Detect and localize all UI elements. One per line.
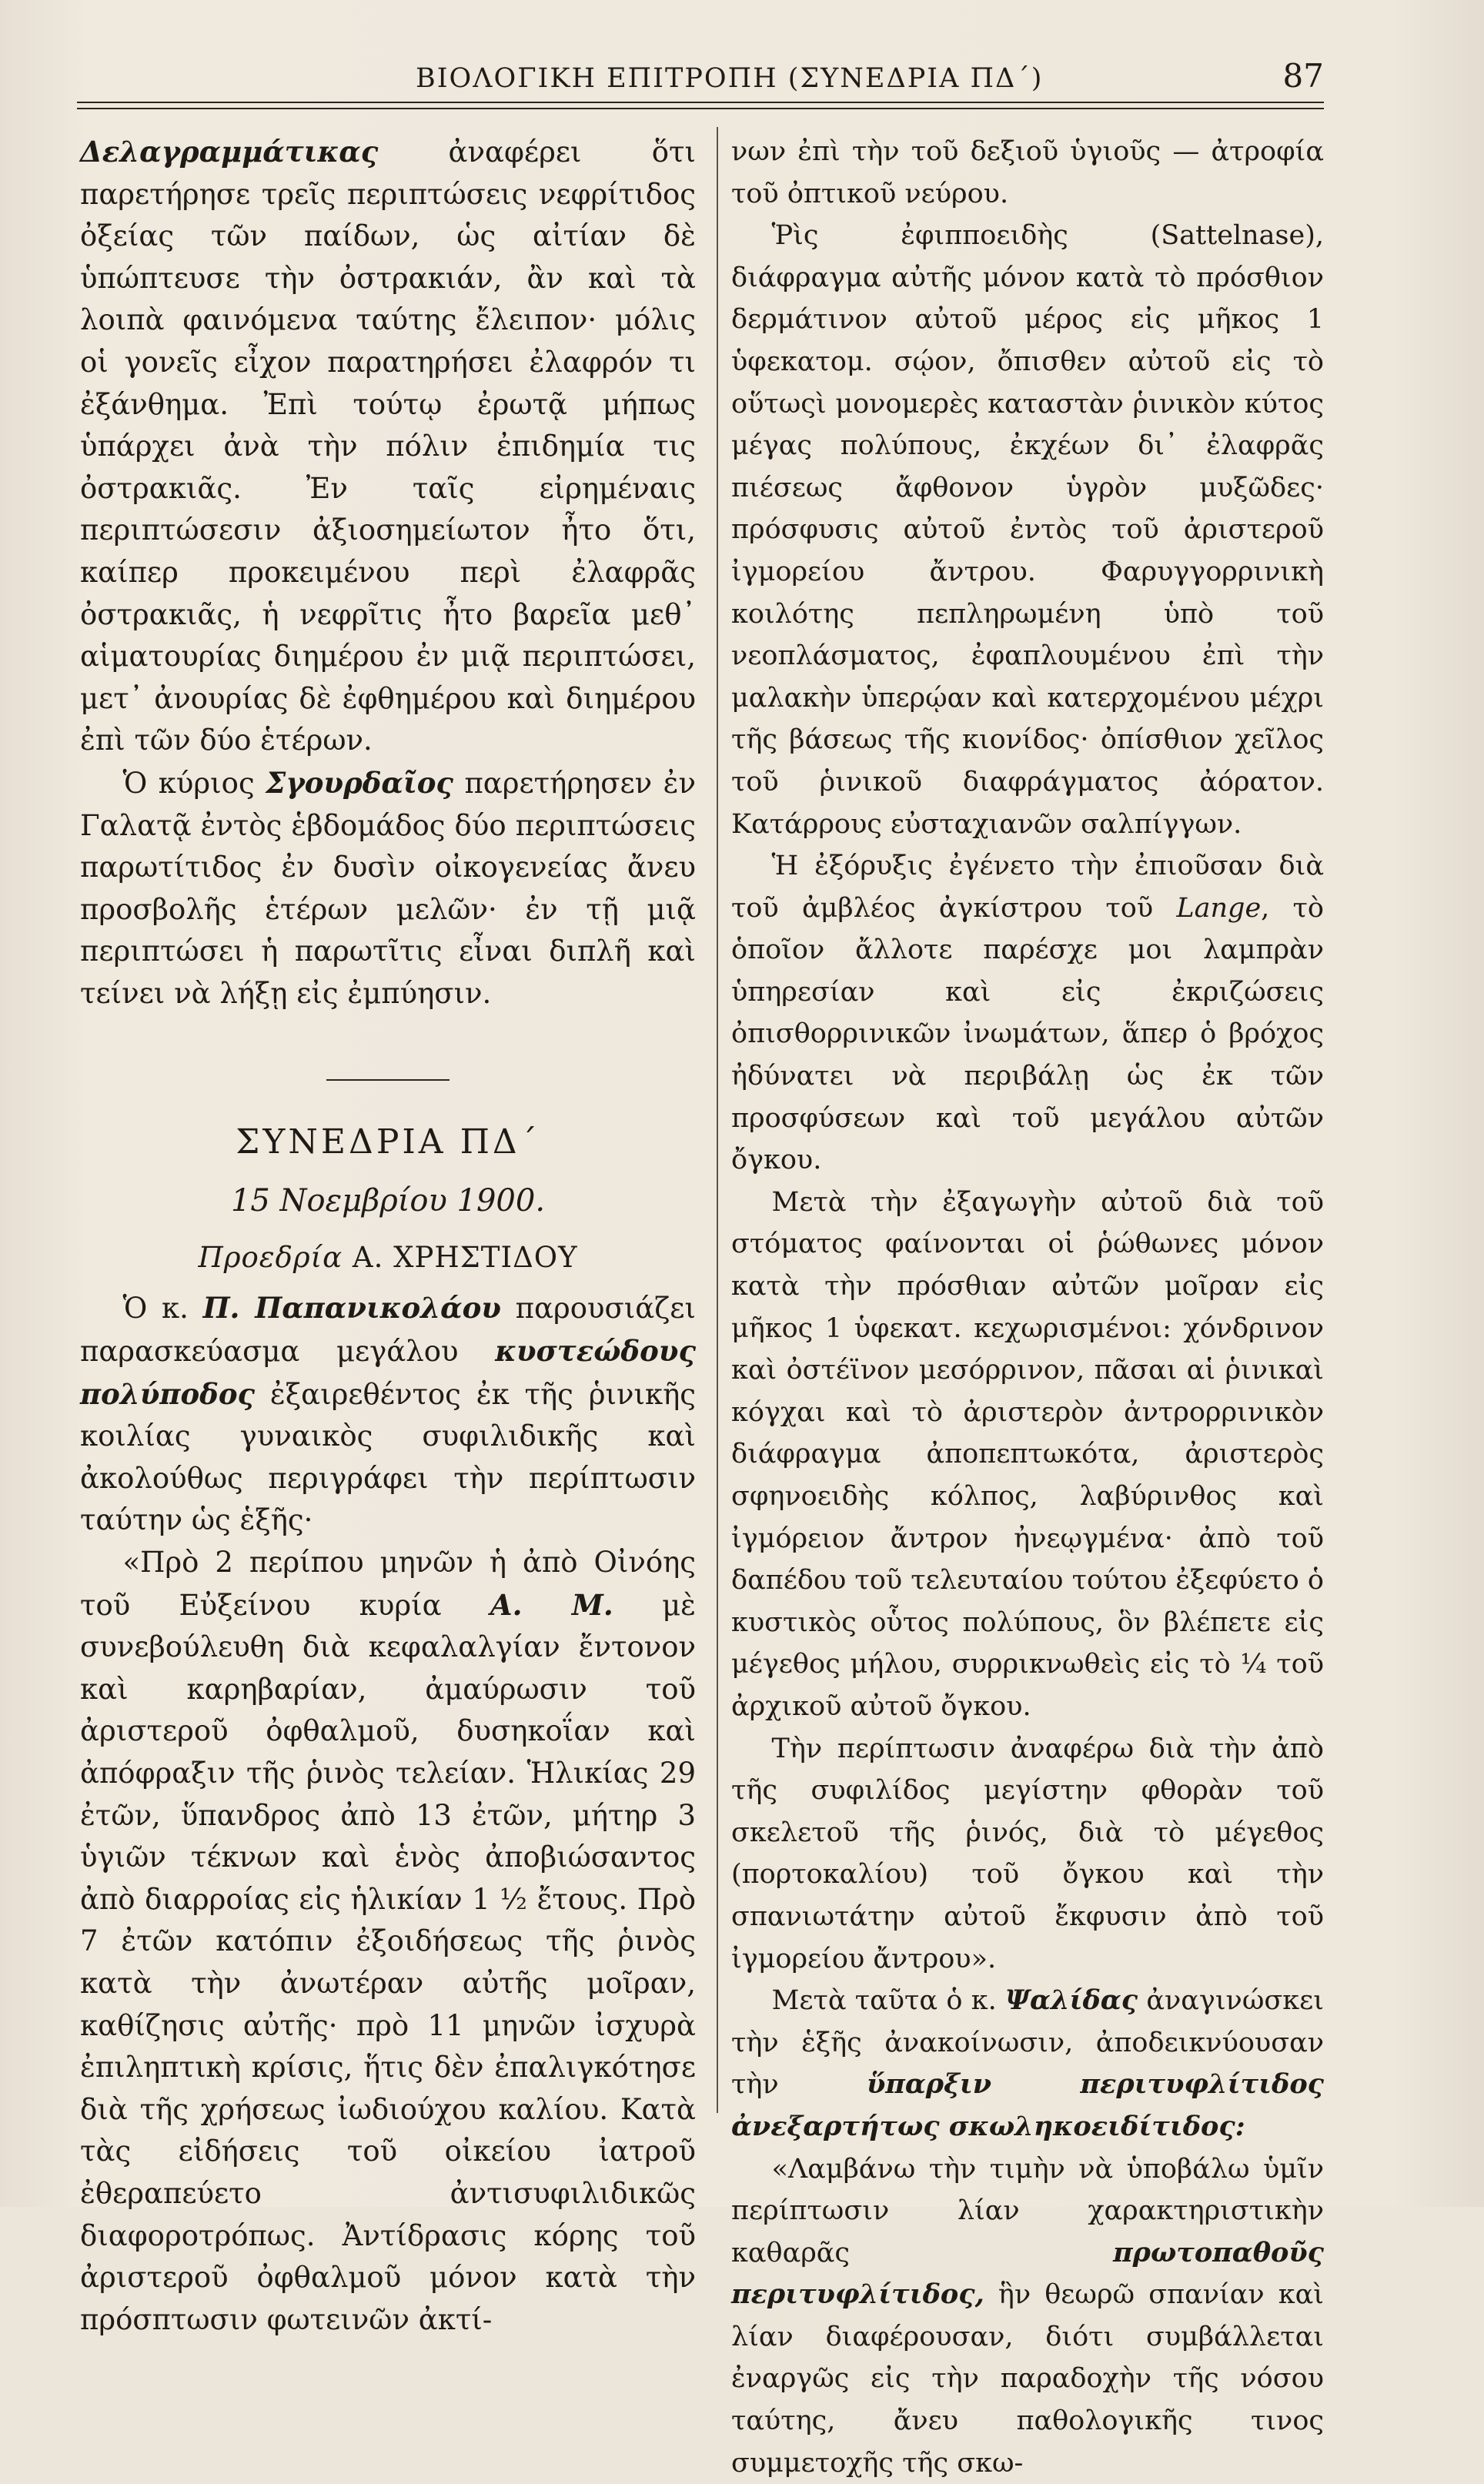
paragraph-text: ἀναφέρει ὅτι παρετήρησε τρεῖς περιπτώσεις νεφρίτιδος ὀξείας τῶν παίδων, ὡς αἰτίαν δὲ ὑπώπτευσε τὴν ὀστρακιάν, ἂν καὶ τὰ λοιπὰ φαινόμενα ταύτης ἔλειπον· μόλις οἱ γονεῖς εἶχον παρατηρήσει ἐλαφρόν τι ἐξάνθημα. Ἐπὶ τούτῳ ἐρωτᾷ μήπως ὑπάρχει ἀνὰ τὴν πόλιν ἐπιδημία τις ὀστρακιᾶς. Ἐν ταῖς εἰρημέναις περιπτώσεσιν ἀξιοσημείωτον ἦτο ὅτι, καίπερ προκειμένου περὶ ἐλαφρᾶς ὀστρακιᾶς, ἡ νεφρῖτις ἦτο βαρεῖα μεθ᾽ αἱματουρίας διημέρου ἐν μιᾷ περιπτώσει, μετ᾽ ἀνουρίας δὲ ἐφθημέρου καὶ διημέρου ἐπὶ τῶν δύο ἑτέρων. [80,135,696,757]
paragraph-text: παρουσιάζει παρασκεύασμα μεγάλου [80,1292,696,1368]
header-rule-top [77,102,1324,103]
page-number: 87 [1283,57,1324,95]
emphasis-text: ὕπαρξιν περιτυφλίτιδος ἀνεξαρτήτως σκωληκοειδίτιδος: [731,2068,1324,2142]
emphasis-text: κυστεώδους πολύποδος [80,1334,696,1411]
session-chair [80,1236,696,1279]
paragraph-lead: Ὁ κύριος [123,767,266,800]
paragraph-extraction [731,845,1324,1182]
paragraph-case-report [80,1542,696,2341]
paragraph-nose-findings: Ῥὶς ἐφιπποειδὴς (Sattelnase), διάφραγμα αὐτῆς μόνον κατὰ τὸ πρόσθιον δερμάτινον αὐτοῦ μέρος εἰς μῆκος 1 ὑφεκατομ. σῴον, ὄπισθεν αὐτοῦ εἰς τὸ οὕτωςὶ μονομερὲς καταστὰν ῥινικὸν κύτος μέγας πολύπους, ἐκχέων δι᾽ ἐλαφρᾶς πιέσεως ἄφθονον ὑγρὸν μυξῶδες· πρόσφυσις αὐτοῦ ἐντὸς τοῦ ἀριστεροῦ ἰγμορείου ἄντρου. Φαρυγγορρινικὴ κοιλότης πεπληρωμένη ὑπὸ τοῦ νεοπλάσματος, ἐφαπλουμένου ἐπὶ τὴν μαλακὴν ὑπερῴαν καὶ κατερχομένου μέχρι τῆς βάσεως τῆς κιονίδος· ὀπίσθιον χεῖλος τοῦ ῥινικοῦ διαφράγματος ἀόρατον. Κατάρρους εὐσταχιανῶν σαλπίγγων. [731,215,1324,845]
instrument-name: Lange [1176,893,1261,924]
paragraph-text: ἀναγινώσκει τὴν ἑξῆς ἀνακοίνωσιν, ἀποδεικνύουσαν τὴν [731,1985,1324,2100]
paragraph-psalidas [731,1980,1324,2148]
paragraph-lead: Μετὰ ταῦτα ὁ κ. [772,1985,1006,2016]
paragraph-text: μὲ συνεβούλευθη διὰ κεφαλαλγίαν ἔντονον καὶ καρηβαρίαν, ἀμαύρωσιν τοῦ ἀριστεροῦ ὀφθαλμοῦ, δυσηκοΐαν καὶ ἀπόφραξιν τῆς ῥινὸς τελείαν. Ἡλικίας 29 ἐτῶν, ὕπανδρος ἀπὸ 13 ἐτῶν, μήτηρ 3 ὑγιῶν τέκνων καὶ ἑνὸς ἀποβιώσαντος ἀπὸ διαρροίας εἰς ἡλικίαν 1 ½ ἔτους. Πρὸ 7 ἐτῶν κατόπιν ἐξοιδήσεως τῆς ῥινὸς κατὰ τὴν ἀνωτέραν αὐτῆς μοῖραν, καθίζησις αὐτῆς· πρὸ 11 μηνῶν ἰσχυρὰ ἐπιληπτικὴ κρίσις, ἥτις δὲν ἐπαλιγκότησε διὰ τῆς χρήσεως ἰωδιούχου καλίου. Κατὰ τὰς εἰδήσεις τοῦ οἰκείου ἰατροῦ ἐθεραπεύετο ἀντισυφιλιδικῶς διαφοροτρόπως. Ἀντίδρασις κόρης τοῦ ἀριστεροῦ ὀφθαλμοῦ μόνον κατὰ τὴν πρόσπτωσιν φωτεινῶν ἀκτί- [80,1589,696,2336]
paragraph-text: παρετήρησεν ἐν Γαλατᾷ ἐντὸς ἑβδομάδος δύο περιπτώσεις παρωτίτιδος ἐν δυσὶν οἰκογενείας ἄνευ προσβολῆς ἑτέρων μελῶν· ἐν τῇ μιᾷ περιπτώσει ἡ παρωτῖτις εἶναι διπλῆ καὶ τείνει νὰ λήξῃ εἰς ἐμπύησιν. [80,767,696,1010]
paragraph-text: ἣν θεωρῶ σπανίαν καὶ λίαν διαφέρουσαν, διότι συμβάλλεται ἐναργῶς εἰς τὴν παραδοχὴν τῆς νόσου ταύτης, ἄνευ παθολογικῆς τινος συμμετοχῆς τῆς σκω- [731,2279,1324,2478]
paragraph-text: «Πρὸ 2 περίπου μηνῶν ἡ ἀπὸ Οἰνόης τοῦ Εὐξείνου κυρία [80,1546,696,1622]
paragraph-delagrammatikas [80,131,696,762]
paragraph-text: ἐξαιρεθέντος ἐκ τῆς ῥινικῆς κοιλίας γυναικὸς συφιλιδικῆς καὶ ἀκολούθως περιγράφει τὴν περίπτωσιν ταύτην ὡς ἑξῆς· [80,1378,696,1537]
session-date: 15 Νοεμβρίου 1900. [80,1179,696,1222]
chair-label: Προεδρία [198,1241,343,1274]
paragraph-text: , τὸ ὁποῖον ἄλλοτε παρέσχε μοι λαμπρὰν ὑπηρεσίαν καὶ εἰς ἐκριζώσεις ὀπισθορρινικῶν ἰνωμάτων, ἅπερ ὁ βρόχος ἠδύνατει νὰ περιβάλῃ ὡς ἐκ τῶν προσφύσεων καὶ τοῦ μεγάλου αὐτῶν ὄγκου. [731,893,1324,1176]
paragraph-sgourdaios [80,762,696,1015]
paragraph-after-extraction: Μετὰ τὴν ἐξαγωγὴν αὐτοῦ διὰ τοῦ στόματος φαίνονται οἱ ῥώθωνες μόνον κατὰ τὴν πρόσθιαν αὐτῶν μοῖραν εἰς μῆκος 1 ὑφεκατ. κεχωρισμένοι: χόνδρινον καὶ ὀστέϊνον μεσόρρινον, πᾶσαι αἱ ῥινικαὶ κόγχαι καὶ τὸ ἀριστερὸν ἀντρορρινικὸν διάφραγμα ἀποπεπτωκότα, ἀριστερὸς σφηνοειδὴς κόλπος, λαβύρινθος καὶ ἰγμόρειον ἄντρον ἠνεῳγμένα· ἀπὸ τοῦ δαπέδου τοῦ τελευταίου τούτου ἐξεφύετο ὁ κυστικὸς οὗτος πολύπους, ὃν βλέπετε εἰς μέγεθος μήλου, συρρικνωθεὶς εἰς τὸ ¼ τοῦ ἀρχικοῦ αὐτοῦ ὄγκου. [731,1182,1324,1728]
paragraph-continuation: νων ἐπὶ τὴν τοῦ δεξιοῦ ὑγιοῦς — ἀτροφία τοῦ ὀπτικοῦ νεύρου. [731,131,1324,215]
speaker-name: Π. Παπανικολάου [203,1291,501,1325]
speaker-name: Ψαλίδας [1005,1984,1138,2016]
header-rule-bottom [77,108,1324,109]
right-column [731,131,1324,2484]
paragraph-text: Ἡ ἐξόρυξις ἐγένετο τὴν ἐπιοῦσαν διὰ τοῦ ἀμβλέος ἀγκίστρου τοῦ [731,851,1324,924]
column-divider [717,127,718,2113]
speaker-name: Σγουρδαῖος [266,766,453,800]
page-header [77,46,1324,100]
paragraph-case-summary: Τὴν περίπτωσιν ἀναφέρω διὰ τὴν ἀπὸ τῆς συφιλίδος μεγίστην φθορὰν τοῦ σκελετοῦ τῆς ῥινός, διὰ τὸ μέγεθος (πορτοκαλίου) τοῦ ὄγκου καὶ τὴν σπανιωτάτην αὐτοῦ ἔκφυσιν ἀπὸ τοῦ ἰγμορείου ἄντρου». [731,1728,1324,1981]
patient-initials: Α. Μ. [490,1588,613,1622]
paragraph-lead: Ὁ κ. [123,1292,203,1325]
session-title: ΣΥΝΕΔΡΙΑ ΠΔ΄ [80,1119,696,1165]
paragraph-perityphlitis [731,2148,1324,2484]
paragraph-text: «Λαμβάνω τὴν τιμὴν νὰ ὑποβάλω ὑμῖν περίπτωσιν λίαν χαρακτηριστικὴν καθαρᾶς [731,2154,1324,2268]
running-title: ΒΙΟΛΟΓΙΚΗ ΕΠΙΤΡΟΠΗ (ΣΥΝΕΔΡΙΑ ΠΔ΄) [416,63,1043,94]
left-column [80,131,696,2341]
emphasis-text: πρωτοπαθοῦς περιτυφλίτιδος, [731,2237,1324,2311]
paragraph-papanikolaou [80,1287,696,1542]
section-separator [326,1079,450,1081]
chair-name: Α. ΧΡΗΣΤΙΔΟΥ [353,1241,578,1274]
speaker-name: Δελαγραμμάτικας [80,135,378,169]
